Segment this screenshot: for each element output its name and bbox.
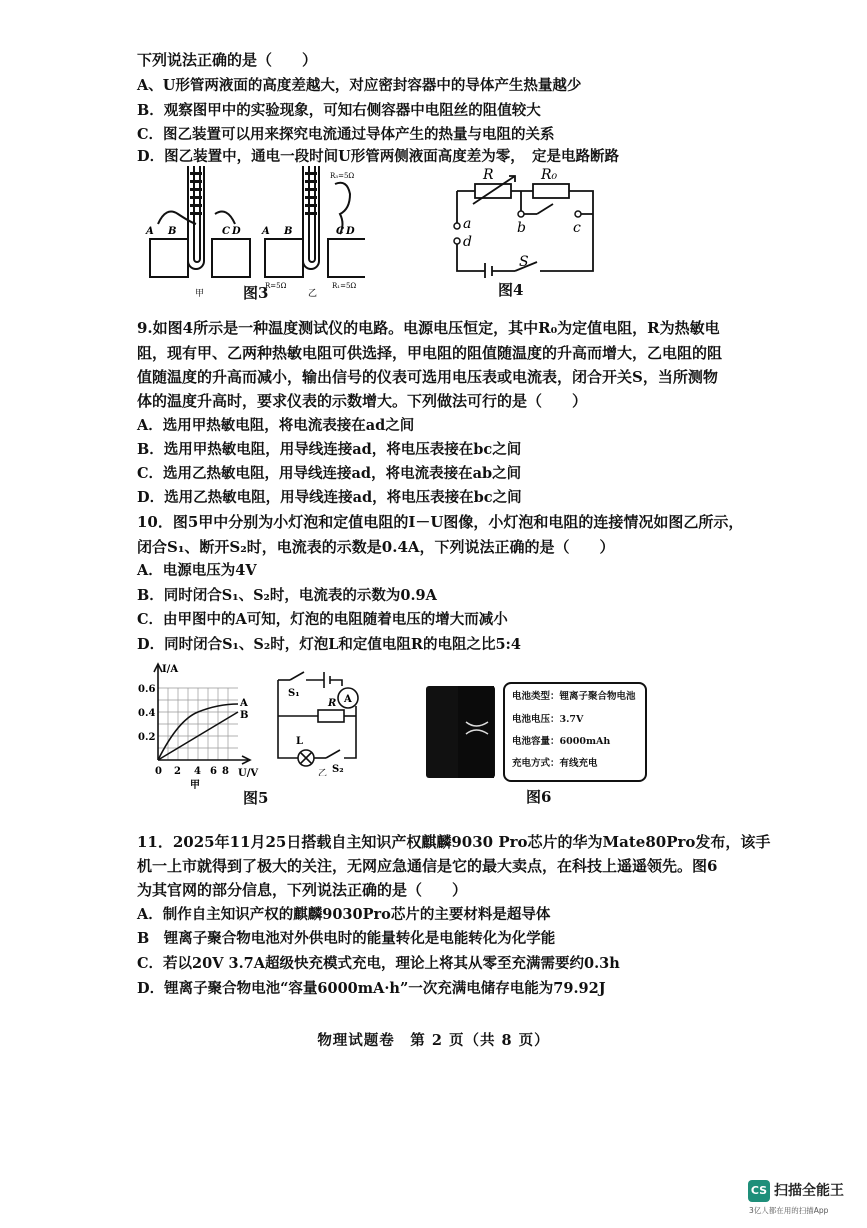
- fig5-xtick-4: 4: [194, 766, 201, 777]
- fig5-label-yi: 乙: [318, 769, 328, 776]
- fig3-label-c: C: [222, 226, 230, 237]
- fig4-label-d: d: [463, 234, 472, 250]
- q8-option-c: C．图乙装置可以用来探究电流通过导体产生的热量与电阻的关系: [137, 126, 555, 143]
- q9-stem-line1: 9.如图4所示是一种温度测试仪的电路。电源电压恒定，其中R₀为定值电阻，R为热敏电: [137, 319, 720, 337]
- q10-stem-line1: 10．图5甲中分别为小灯泡和定值电阻的I－U图像，小灯泡和电阻的连接情况如图乙所示，: [137, 513, 744, 531]
- q11-stem-line2: 机一上市就得到了极大的关注，无网应急通信是它的最大卖点，在科技上遥遥领先。图6: [137, 857, 718, 875]
- q11-option-a: A．制作自主知识产权的麒麟9030Pro芯片的主要材料是超导体: [137, 906, 551, 923]
- figure-5-circuit: [268, 668, 378, 776]
- fig4-label-r0: R₀: [541, 167, 558, 183]
- fig5-label-l: L: [296, 736, 304, 747]
- fig5-x-axis-label: U/V: [238, 768, 259, 779]
- phone-logo-icon: [462, 718, 492, 738]
- fig5-label-r: R: [328, 698, 337, 709]
- fig4-label-a: a: [463, 216, 472, 232]
- q8-stem: 下列说法正确的是（ ）: [137, 51, 318, 69]
- fig3-r1-label: R₁=5Ω: [332, 282, 357, 290]
- fig6-caption: 图6: [526, 788, 552, 806]
- fig5-label-s2: S₂: [332, 764, 344, 775]
- fig5-curve-a-label: A: [240, 698, 248, 709]
- fig3-label-c2: C: [336, 226, 344, 237]
- q10-option-c: C．由甲图中的A可知，灯泡的电阻随着电压的增大而减小: [137, 611, 508, 628]
- fig3-label-b2: B: [284, 226, 293, 237]
- fig3-label-d: D: [232, 226, 241, 237]
- fig3-label-yi: 乙: [308, 289, 318, 299]
- fig4-label-r: R: [483, 167, 494, 183]
- fig5-label-jia: 甲: [190, 780, 200, 790]
- fig3-r-label: R=5Ω: [265, 282, 287, 290]
- fig5-caption: 图5: [243, 789, 269, 807]
- fig3-label-a: A: [146, 226, 154, 237]
- ammeter-label: A: [344, 694, 352, 705]
- fig4-label-s: S: [519, 254, 529, 270]
- fig3-caption: 图3: [243, 284, 269, 302]
- q11-option-b: B 锂离子聚合物电池对外供电时的能量转化是电能转化为化学能: [137, 930, 556, 947]
- q9-stem-line2: 阻，现有甲、乙两种热敏电阻可供选择，甲电阻的阻值随温度的升高而增大，乙电阻的阻: [137, 344, 723, 362]
- battery-type: 电池类型：锂离子聚合物电池: [512, 691, 636, 702]
- fig4-caption: 图4: [498, 281, 524, 299]
- battery-capacity: 电池容量：6000mAh: [512, 736, 611, 747]
- q9-stem-line3: 值随温度的升高而减小，输出信号的仪表可选用电压表或电流表，闭合开关S，当所测物: [137, 368, 718, 386]
- fig4-label-c: c: [573, 220, 581, 236]
- q10-option-d: D．同时闭合S₁、S₂时，灯泡L和定值电阻R的电阻之比5:4: [137, 636, 521, 653]
- q9-option-a: A．选用甲热敏电阻，将电流表接在ad之间: [137, 417, 415, 434]
- q11-option-c: C．若以20V 3.7A超级快充模式充电，理论上将其从零至充满需要约0.3h: [137, 955, 620, 972]
- q9-stem-line4: 体的温度升高时，要求仪表的示数增大。下列做法可行的是（ ）: [137, 392, 588, 410]
- fig5-xtick-6: 6: [210, 766, 217, 777]
- watermark-title: 扫描全能王: [774, 1183, 844, 1199]
- fig3-label-b: B: [168, 226, 177, 237]
- q11-stem-line3: 为其官网的部分信息，下列说法正确的是（ ）: [137, 881, 468, 899]
- fig3-label-jia: 甲: [195, 289, 205, 299]
- watermark-subtitle: 3亿人都在用的扫描App: [749, 1206, 829, 1215]
- q8-option-b: B．观察图甲中的实验现象，可知右侧容器中电阻丝的阻值较大: [137, 102, 541, 119]
- fig3-r3-label: R₃=5Ω: [330, 172, 355, 180]
- fig5-label-s1: S₁: [288, 688, 300, 699]
- fig5-y-axis-label: I/A: [162, 664, 179, 675]
- fig5-ytick-0.2: 0.2: [138, 732, 156, 743]
- fig5-ytick-0.6: 0.6: [138, 684, 156, 695]
- charging-method: 充电方式：有线充电: [512, 758, 598, 769]
- q8-option-a: A、U形管两液面的高度差越大，对应密封容器中的导体产生热量越少: [137, 77, 582, 94]
- fig3-label-d2: D: [346, 226, 355, 237]
- q8-option-d: D．图乙装置中，通电一段时间U形管两侧液面高度差为零， 定是电路断路: [137, 148, 619, 165]
- q11-stem-line1: 11．2025年11月25日搭载自主知识产权麒麟9030 Pro芯片的华为Mate80Pro发布，该手: [137, 833, 771, 851]
- fig5-xtick-2: 2: [174, 766, 181, 777]
- q11-option-d: D．锂离子聚合物电池“容量6000mA·h”一次充满电储存电能为79.92J: [137, 980, 606, 997]
- fig3-label-a2: A: [262, 226, 270, 237]
- page-footer: 物理试题卷 第 2 页（共 8 页）: [317, 1032, 550, 1049]
- fig4-label-b: b: [517, 220, 526, 236]
- battery-voltage: 电池电压：3.7V: [512, 714, 584, 725]
- q10-option-a: A．电源电压为4V: [137, 562, 257, 579]
- q10-stem-line2: 闭合S₁、断开S₂时，电流表的示数是0.4A，下列说法正确的是（ ）: [137, 538, 615, 556]
- figure-4: [445, 166, 605, 278]
- fig5-xtick-0: 0: [155, 766, 162, 777]
- q9-option-d: D．选用乙热敏电阻，用导线连接ad，将电压表接在bc之间: [137, 489, 522, 506]
- fig5-curve-b-label: B: [240, 710, 249, 721]
- camscanner-logo-icon: CS: [748, 1180, 770, 1202]
- q9-option-b: B．选用甲热敏电阻，用导线连接ad，将电压表接在bc之间: [137, 441, 522, 458]
- figure-5-graph: [138, 660, 263, 790]
- q10-option-b: B．同时闭合S₁、S₂时，电流表的示数为0.9A: [137, 587, 437, 604]
- fig5-ytick-0.4: 0.4: [138, 708, 156, 719]
- q9-option-c: C．选用乙热敏电阻，用导线连接ad，将电流表接在ab之间: [137, 465, 522, 482]
- fig5-xtick-8: 8: [222, 766, 229, 777]
